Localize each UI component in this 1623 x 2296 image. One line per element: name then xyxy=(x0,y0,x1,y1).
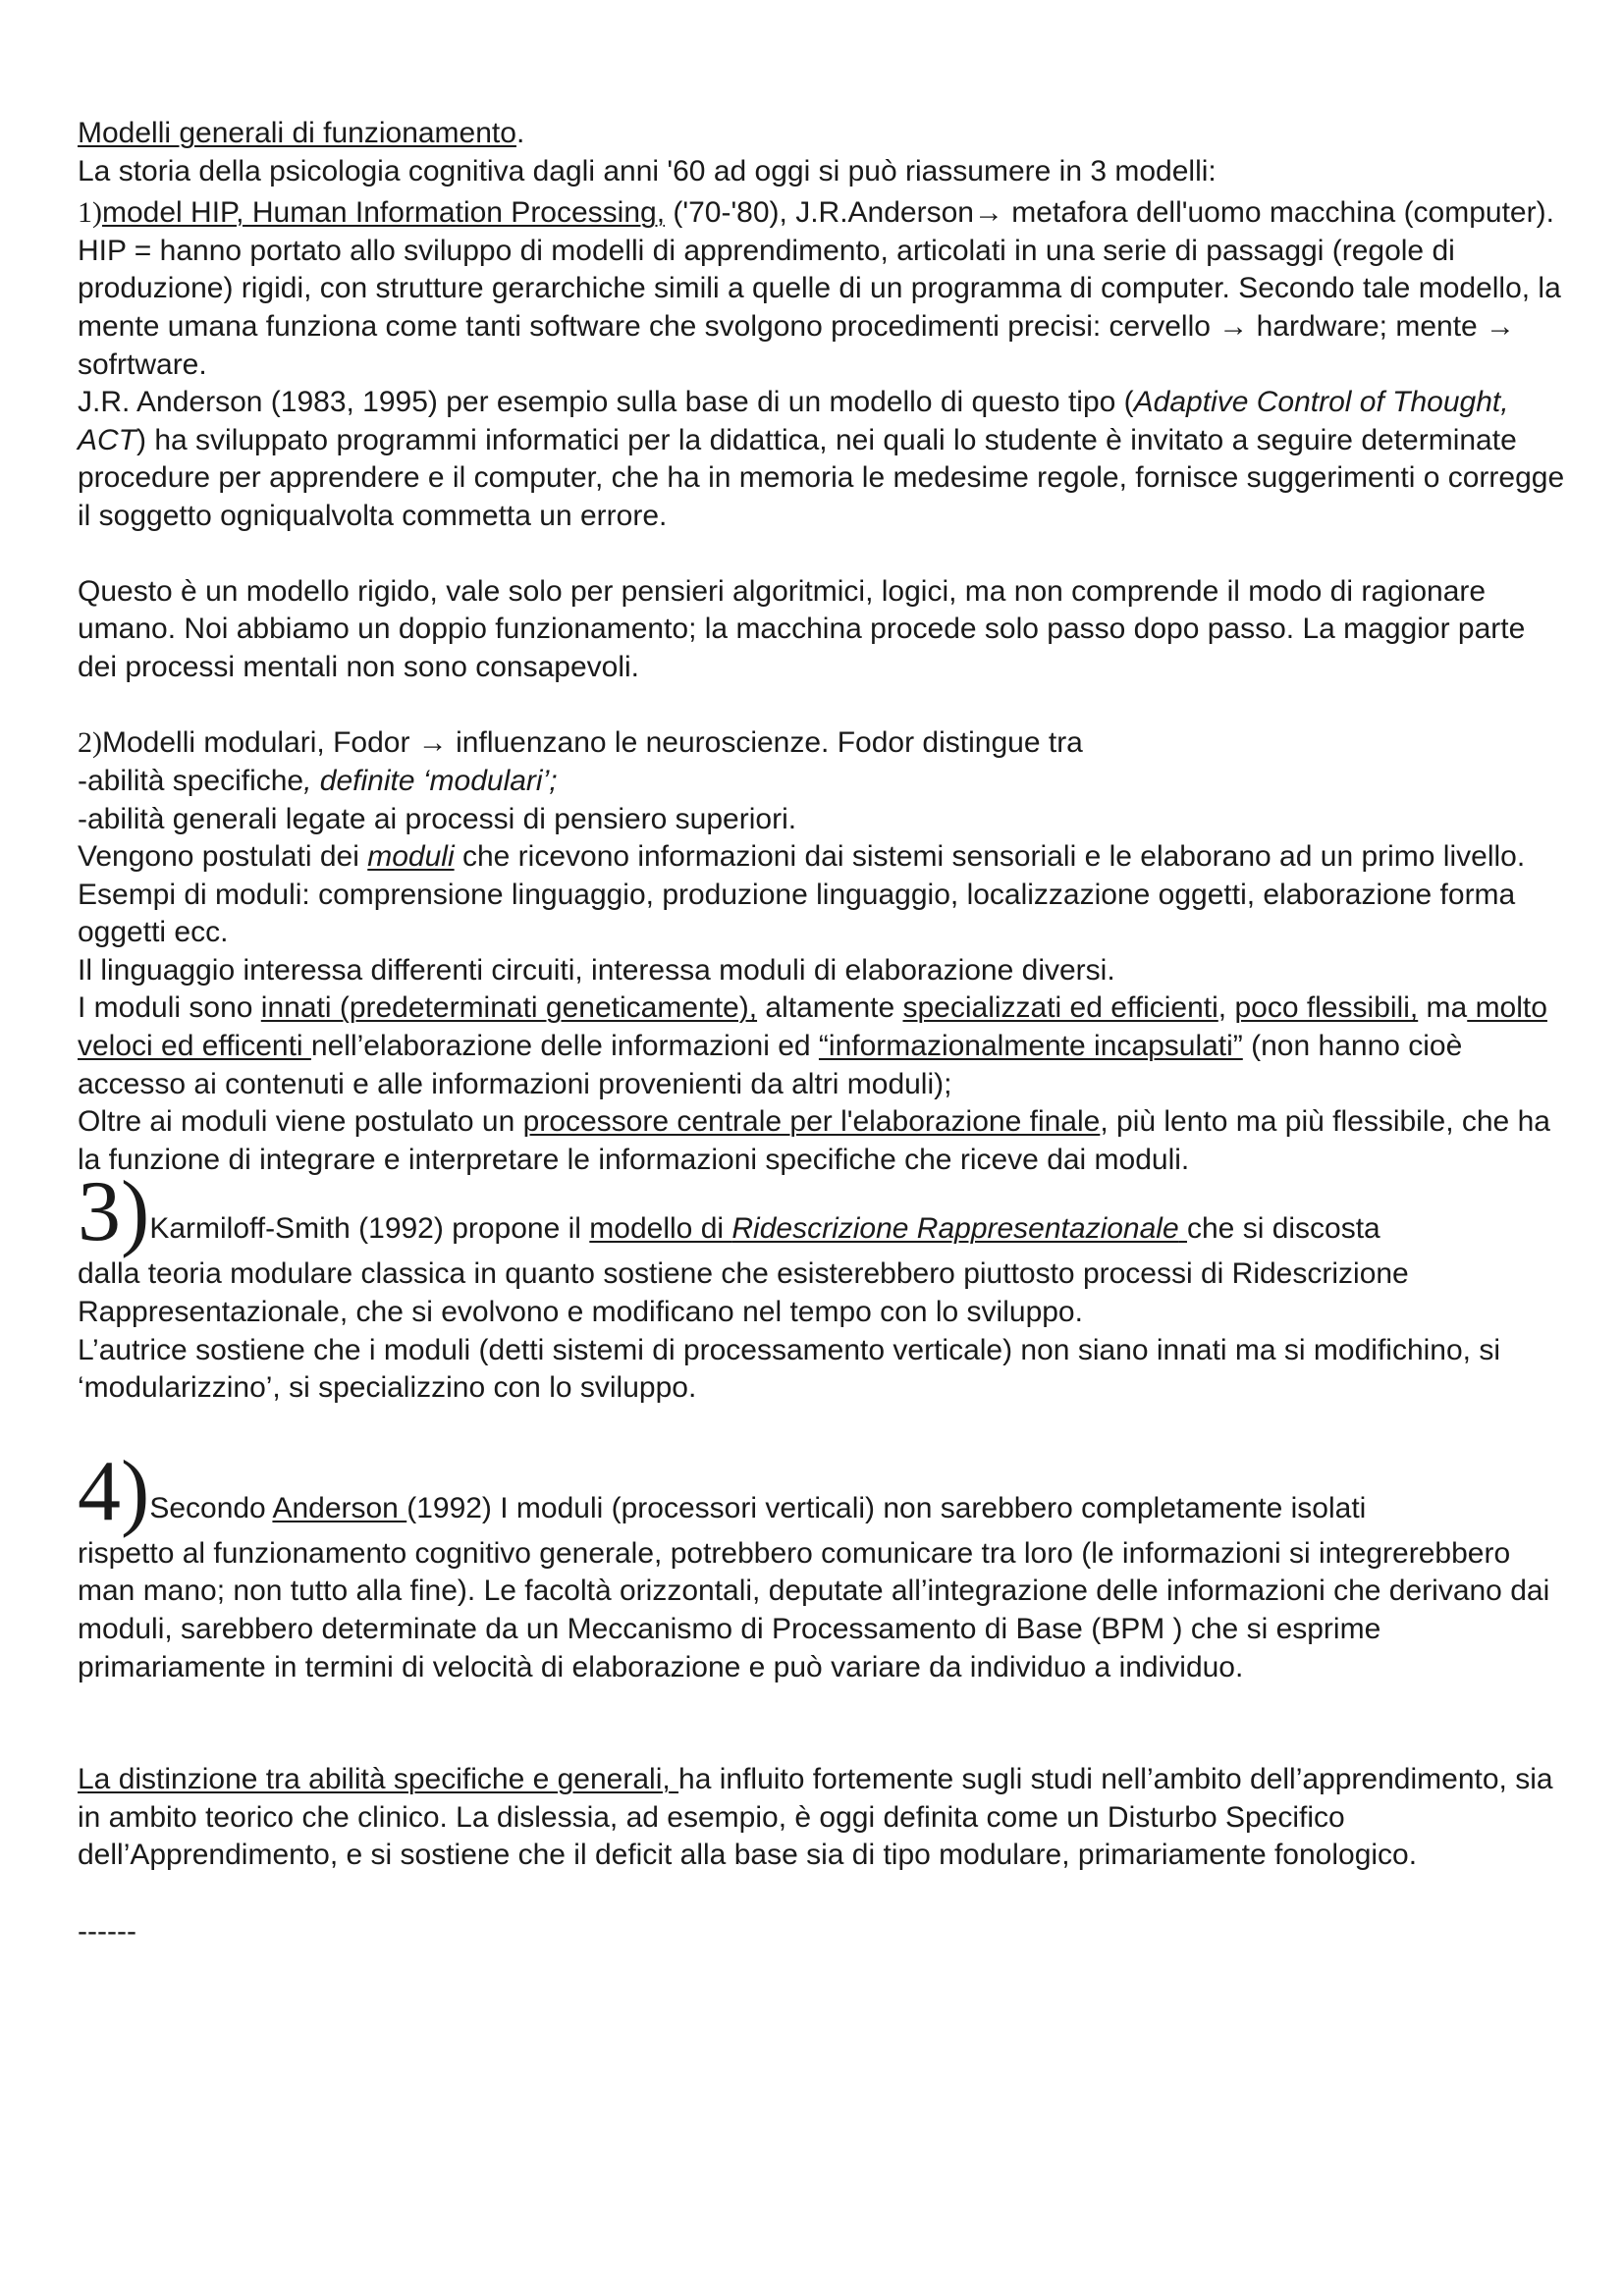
conclusion-paragraph: La distinzione tra abilità specifiche e generali, ha influito fortemente sugli studi nell’ambito dell’apprendimento, sia in ambito teorico che clinico. La dislessia, ad esempio, è oggi definita come un Disturbo Specifico dell’Apprendimento, e si sostiene che il deficit alla base sia di tipo modulare, primariamente fonologico. xyxy=(78,1763,1553,1872)
intro-paragraph: La storia della psicologia cognitiva dagli anni '60 ad oggi si può riassumere in 3 modelli: xyxy=(78,154,1217,187)
processor-paragraph: Oltre ai moduli viene postulato un processore centrale per l'elaborazione finale, più lento ma più flessibile, che ha la funzione di integrare e interpretare le informazioni specifiche che riceve dai moduli. xyxy=(78,1105,1550,1176)
language-paragraph: Il linguaggio interessa differenti circuiti, interessa moduli di elaborazione diversi. xyxy=(78,953,1115,987)
document-page xyxy=(78,115,1570,1951)
model2-number: 2) xyxy=(78,726,102,760)
act-name: Adaptive Control of Thought, ACT xyxy=(78,386,1509,456)
model2-heading: 2)Modelli modulari, Fodor → influenzano le neuroscienze. Fodor distingue tra xyxy=(78,726,1083,760)
examples-paragraph: Esempi di moduli: comprensione linguaggio, produzione linguaggio, localizzazione oggetti, elaborazione forma oggetti ecc. xyxy=(78,878,1516,949)
critique-paragraph: Questo è un modello rigido, vale solo per pensieri algoritmici, logici, ma non comprende il modo di ragionare umano. Noi abbiamo un doppio funzionamento; la macchina procede solo passo dopo passo. La maggior parte dei processi mentali non sono consapevoli. xyxy=(78,574,1526,683)
hip-paragraph: HIP = hanno portato allo sviluppo di modelli di apprendimento, articolati in una serie di passaggi (regole di produzione) rigidi, con strutture gerarchiche simili a quelle di un programma di computer. Secondo tale modello, la mente umana funziona come tanti software che svolgono procedimenti precisi: cervello → hardware; mente → sofrtware. xyxy=(78,234,1561,381)
specific-abilities: -abilità specifiche, definite ‘modulari’; xyxy=(78,764,558,797)
model1-heading: 1)model HIP, Human Information Processing, ('70-'80), J.R.Anderson→ metafora dell'uomo macchina (computer). xyxy=(78,196,1554,230)
anderson-paragraph: J.R. Anderson (1983, 1995) per esempio sulla base di un modello di questo tipo (Adaptive Control of Thought, ACT) ha sviluppato programmi informatici per la didattica, nei quali lo studente è invitato a seguire determinate procedure per apprendere e il computer, che ha in memoria le medesime regole, fornisce suggerimenti o corregge il soggetto ogniqualvolta commetta un errore. xyxy=(78,386,1565,532)
properties-paragraph: I moduli sono innati (predeterminati geneticamente), altamente specializzati ed efficienti, poco flessibili, ma molto veloci ed efficenti nell’elaborazione delle informazioni ed “informazionalmente incapsulati” (non hanno cioè accesso ai contenuti e alle informazioni provenienti da altri moduli); xyxy=(78,991,1547,1100)
author-paragraph: L’autrice sostiene che i moduli (detti sistemi di processamento verticale) non siano innati ma si modifichino, si ‘modularizzino’, si specializzino con lo sviluppo. xyxy=(78,1333,1501,1405)
model4-paragraph: 4)Secondo Anderson (1992) I moduli (processori verticali) non sarebbero completamente isolati rispetto al funzionamento cognitivo generale, potrebbero comunicare tra loro (le informazioni si integrerebbero man mano; non tutto alla fine). Le facoltà orizzontali, deputate all’integrazione delle informazioni che derivano dai moduli, sarebbero determinate da un Meccanismo di Processamento di Base (BPM ) che si esprime primariamente in termini di velocità di elaborazione e può variare da individuo a individuo. xyxy=(78,1443,1550,1683)
general-abilities: -abilità generali legate ai processi di pensiero superiori. xyxy=(78,802,797,835)
section-title: Modelli generali di funzionamento xyxy=(78,117,516,149)
model4-number: 4) xyxy=(78,1443,150,1539)
moduli-term: moduli xyxy=(367,840,455,874)
model1-name: model HIP, Human Information Processing, xyxy=(102,196,666,230)
title-line: Modelli generali di funzionamento. xyxy=(78,117,525,149)
separator: ------ xyxy=(78,1914,136,1948)
anderson-link: Anderson xyxy=(272,1491,407,1524)
model1-number: 1) xyxy=(78,196,102,230)
model3-paragraph: 3)Karmiloff-Smith (1992) propone il modello di Ridescrizione Rappresentazionale che si discosta dalla teoria modulare classica in quanto sostiene che esisterebbero piuttosto processi di Ridescrizione Rappresentazionale, che si evolvono e modificano nel tempo con lo sviluppo. xyxy=(78,1164,1409,1329)
moduli-paragraph: Vengono postulati dei moduli che ricevono informazioni dai sistemi sensoriali e le elaborano ad un primo livello. xyxy=(78,840,1526,874)
model3-number: 3) xyxy=(78,1164,150,1260)
